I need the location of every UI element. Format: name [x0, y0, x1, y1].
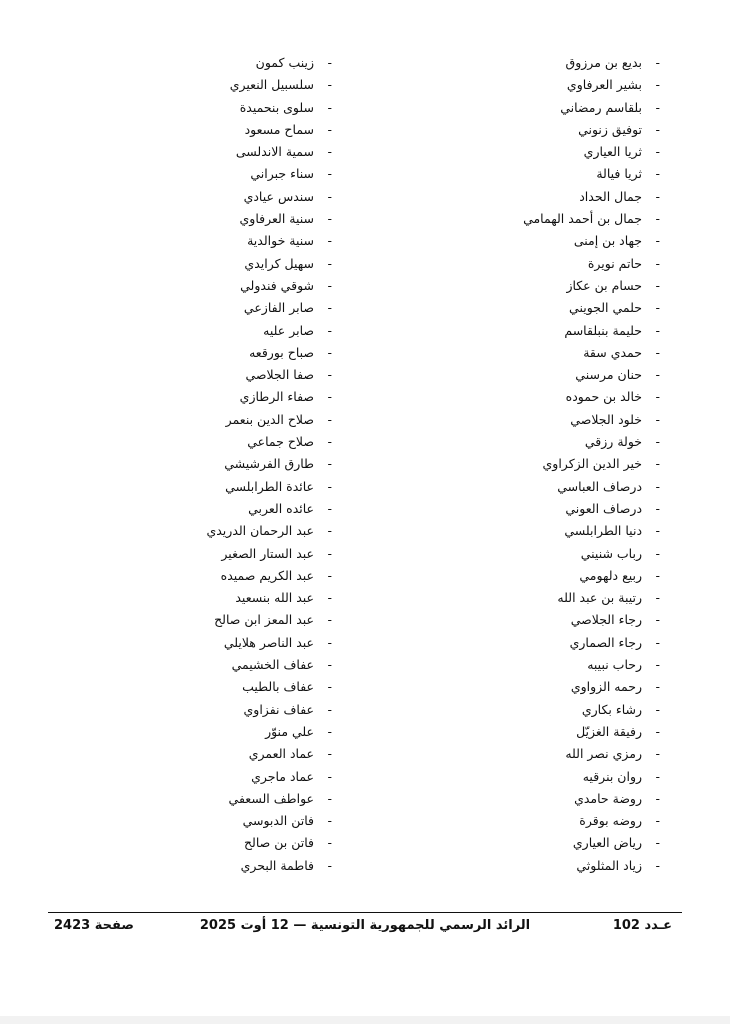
- person-name: عائده العربي: [248, 500, 315, 516]
- person-name: خولة رزقي: [584, 434, 643, 450]
- person-name: زياد المثلوثي: [576, 857, 643, 873]
- list-dash: -: [655, 233, 660, 249]
- name-list-item: [92, 52, 332, 74]
- name-list-item: [92, 253, 332, 275]
- list-dash: -: [327, 277, 332, 293]
- person-name: ربيع دلهومي: [579, 567, 643, 583]
- person-name: سناء جبراني: [250, 166, 315, 182]
- person-name: صفا الجلاصي: [245, 367, 315, 383]
- list-dash: -: [655, 211, 660, 227]
- list-dash: -: [327, 99, 332, 115]
- person-name: عماد العمري: [248, 746, 315, 762]
- list-dash: -: [655, 344, 660, 360]
- list-dash: -: [327, 813, 332, 829]
- list-dash: -: [327, 300, 332, 316]
- list-dash: -: [327, 657, 332, 673]
- list-dash: -: [327, 367, 332, 383]
- list-dash: -: [655, 188, 660, 204]
- list-dash: -: [655, 255, 660, 271]
- list-dash: -: [655, 456, 660, 472]
- list-dash: -: [655, 77, 660, 93]
- name-list-item: [92, 810, 332, 832]
- person-name: حاتم نويرة: [587, 255, 643, 271]
- list-dash: -: [327, 835, 332, 851]
- list-dash: -: [655, 523, 660, 539]
- person-name: سلوى بنحميدة: [239, 99, 315, 115]
- page-footer: [48, 918, 682, 940]
- list-dash: -: [327, 500, 332, 516]
- person-name: صباح بورقعه: [249, 344, 315, 360]
- list-dash: -: [327, 790, 332, 806]
- name-list-item: [92, 409, 332, 431]
- name-list-item: [92, 320, 332, 342]
- name-list-item: [92, 97, 332, 119]
- person-name: زينب كمون: [255, 55, 315, 70]
- list-dash: -: [655, 567, 660, 583]
- list-dash: -: [327, 166, 332, 182]
- person-name: عبد الستار الصغير: [221, 545, 315, 561]
- list-dash: -: [327, 55, 332, 70]
- person-name: عبد الكريم صميده: [220, 567, 315, 583]
- list-dash: -: [327, 679, 332, 695]
- list-dash: -: [655, 434, 660, 450]
- person-name: سمية الاندلسى: [235, 144, 315, 160]
- name-list-item: [430, 788, 660, 810]
- person-name: روضة حامدي: [574, 790, 643, 806]
- name-list-item: [92, 431, 332, 453]
- person-name: رحمه الزواوي: [570, 679, 643, 695]
- name-list-item: [92, 721, 332, 743]
- name-list-item: [430, 721, 660, 743]
- person-name: رجاء الجلاصي: [570, 612, 643, 628]
- name-list-item: [92, 364, 332, 386]
- person-name: سهيل كرايدي: [244, 255, 315, 271]
- list-dash: -: [655, 790, 660, 806]
- name-list-item: [430, 743, 660, 765]
- name-list-item: [430, 520, 660, 542]
- list-dash: -: [327, 634, 332, 650]
- person-name: علي منوّر: [265, 723, 315, 739]
- name-list-item: [430, 320, 660, 342]
- list-dash: -: [655, 55, 660, 70]
- list-dash: -: [655, 768, 660, 784]
- name-list-item: [430, 97, 660, 119]
- person-name: توفيق زنوني: [578, 121, 643, 137]
- list-dash: -: [327, 768, 332, 784]
- name-list-item: [92, 632, 332, 654]
- name-list-item: [430, 253, 660, 275]
- list-dash: -: [327, 188, 332, 204]
- person-name: خلود الجلاصي: [570, 411, 643, 427]
- list-dash: -: [327, 746, 332, 762]
- list-dash: -: [655, 389, 660, 405]
- person-name: طارق الفرشيشي: [224, 456, 315, 472]
- person-name: عبد الرحمان الدريدي: [206, 523, 315, 539]
- person-name: سندس عيادي: [243, 188, 315, 204]
- person-name: ثريا العياري: [583, 144, 643, 160]
- list-dash: -: [327, 590, 332, 606]
- name-list-item: [92, 699, 332, 721]
- list-dash: -: [655, 411, 660, 427]
- name-list-item: [92, 275, 332, 297]
- name-list-item: [92, 342, 332, 364]
- names-column-right: [430, 52, 660, 877]
- name-list-item: [430, 275, 660, 297]
- person-name: حسام بن عكاز: [566, 277, 643, 293]
- list-dash: -: [655, 300, 660, 316]
- person-name: ثريا فيالة: [596, 166, 643, 182]
- name-list-item: [430, 141, 660, 163]
- person-name: بديع بن مرزوق: [565, 55, 643, 70]
- person-name: صابر عليه: [263, 322, 315, 338]
- person-name: خير الدين الزكراوي: [542, 456, 643, 472]
- person-name: فاتن الدبوسي: [242, 813, 315, 829]
- name-list-item: [430, 654, 660, 676]
- list-dash: -: [655, 835, 660, 851]
- name-list-item: [92, 476, 332, 498]
- person-name: صفاء الرطازي: [239, 389, 315, 405]
- name-list-item: [430, 52, 660, 74]
- list-dash: -: [655, 277, 660, 293]
- list-dash: -: [655, 99, 660, 115]
- person-name: صلاح الدين بنعمر: [225, 411, 315, 427]
- list-dash: -: [327, 434, 332, 450]
- person-name: سنية خوالدية: [247, 233, 315, 249]
- list-dash: -: [327, 211, 332, 227]
- list-dash: -: [655, 322, 660, 338]
- list-dash: -: [655, 545, 660, 561]
- person-name: دنيا الطرابلسي: [564, 523, 643, 539]
- list-dash: -: [655, 144, 660, 160]
- person-name: درصاف العوني: [565, 500, 643, 516]
- person-name: عبد الناصر هلايلي: [223, 634, 315, 650]
- person-name: رشاء بكاري: [581, 701, 643, 717]
- name-list-item: [92, 498, 332, 520]
- name-list-item: [92, 230, 332, 252]
- name-list-item: [92, 141, 332, 163]
- person-name: حنان مرسني: [575, 367, 643, 383]
- person-name: رمزي نصر الله: [565, 746, 643, 762]
- name-list-item: [430, 119, 660, 141]
- name-list-item: [430, 766, 660, 788]
- list-dash: -: [655, 121, 660, 137]
- person-name: حمدي سقة: [583, 344, 643, 360]
- person-name: رحاب نبيبه: [587, 657, 643, 673]
- name-list-item: [430, 855, 660, 877]
- name-list-item: [430, 163, 660, 185]
- person-name: خالد بن حموده: [565, 389, 643, 405]
- person-name: حلمي الجويني: [569, 300, 643, 316]
- list-dash: -: [327, 723, 332, 739]
- list-dash: -: [327, 411, 332, 427]
- person-name: جمال بن أحمد الهمامي: [523, 211, 643, 227]
- list-dash: -: [327, 322, 332, 338]
- issue-number: عـدد 102: [612, 918, 672, 933]
- list-dash: -: [327, 77, 332, 93]
- scan-bottom-edge: [0, 1016, 730, 1024]
- name-list-item: [92, 855, 332, 877]
- list-dash: -: [327, 545, 332, 561]
- name-list-item: [430, 832, 660, 854]
- name-list-item: [92, 743, 332, 765]
- list-dash: -: [327, 389, 332, 405]
- name-list-item: [430, 498, 660, 520]
- person-name: رفيقة الغزيّل: [576, 723, 643, 739]
- person-name: عفاف بالطيب: [242, 679, 315, 695]
- name-list-item: [92, 565, 332, 587]
- name-list-item: [430, 699, 660, 721]
- journal-title-date: الرائد الرسمي للجمهورية التونسية — 12 أوت 2025: [199, 918, 531, 933]
- name-list-item: [430, 476, 660, 498]
- name-list-item: [430, 632, 660, 654]
- name-list-item: [430, 810, 660, 832]
- name-list-item: [430, 565, 660, 587]
- person-name: شوقي فندولي: [240, 277, 315, 293]
- person-name: روضه بوقرة: [579, 813, 643, 829]
- footer-divider: [48, 912, 682, 913]
- person-name: عواطف السعفي: [228, 790, 315, 806]
- list-dash: -: [655, 657, 660, 673]
- name-list-item: [92, 654, 332, 676]
- person-name: عماد ماجري: [251, 768, 315, 784]
- name-list-item: [430, 409, 660, 431]
- person-name: بلقاسم رمضاني: [560, 99, 643, 115]
- list-dash: -: [327, 523, 332, 539]
- name-list-item: [92, 453, 332, 475]
- list-dash: -: [327, 233, 332, 249]
- name-list-item: [430, 230, 660, 252]
- name-list-item: [92, 386, 332, 408]
- person-name: رتيبة بن عبد الله: [557, 590, 643, 606]
- name-list-item: [430, 386, 660, 408]
- list-dash: -: [655, 590, 660, 606]
- name-list-item: [92, 587, 332, 609]
- list-dash: -: [327, 456, 332, 472]
- name-list-item: [92, 208, 332, 230]
- list-dash: -: [327, 255, 332, 271]
- person-name: عبد المعز ابن صالح: [214, 612, 315, 628]
- name-list-item: [92, 74, 332, 96]
- person-name: صلاح جماعي: [247, 434, 315, 450]
- person-name: جهاد بن إمنى: [573, 233, 643, 249]
- person-name: بشير العرفاوي: [566, 77, 643, 93]
- list-dash: -: [655, 612, 660, 628]
- person-name: سنية العرفاوي: [239, 211, 315, 227]
- person-name: رياض العياري: [572, 835, 643, 851]
- name-list-item: [430, 74, 660, 96]
- list-dash: -: [327, 344, 332, 360]
- list-dash: -: [327, 857, 332, 873]
- person-name: روان بنرقيه: [582, 768, 643, 784]
- name-list-item: [430, 208, 660, 230]
- name-list-item: [430, 364, 660, 386]
- name-list-item: [430, 543, 660, 565]
- list-dash: -: [655, 634, 660, 650]
- name-list-item: [430, 609, 660, 631]
- list-dash: -: [327, 144, 332, 160]
- person-name: عفاف الخشيمي: [231, 657, 315, 673]
- list-dash: -: [655, 500, 660, 516]
- person-name: عفاف نفزاوي: [243, 701, 315, 717]
- person-name: عائدة الطرابلسي: [225, 478, 315, 494]
- page-number: صفحة 2423: [54, 918, 134, 933]
- person-name: سلسبيل النعيري: [229, 77, 315, 93]
- name-list-item: [92, 832, 332, 854]
- name-list-item: [430, 431, 660, 453]
- name-list-item: [92, 788, 332, 810]
- person-name: درصاف العباسي: [557, 478, 643, 494]
- list-dash: -: [655, 723, 660, 739]
- person-name: رباب شنيني: [580, 545, 643, 561]
- list-dash: -: [327, 701, 332, 717]
- list-dash: -: [655, 166, 660, 182]
- list-dash: -: [655, 813, 660, 829]
- name-list-item: [92, 119, 332, 141]
- name-list-item: [92, 766, 332, 788]
- name-list-item: [430, 297, 660, 319]
- list-dash: -: [327, 612, 332, 628]
- person-name: رجاء الصماري: [569, 634, 643, 650]
- list-dash: -: [327, 478, 332, 494]
- person-name: سماح مسعود: [244, 121, 315, 137]
- name-list-item: [92, 297, 332, 319]
- person-name: جمال الحداد: [579, 188, 643, 204]
- name-list-item: [92, 543, 332, 565]
- name-list-item: [430, 186, 660, 208]
- name-list-item: [430, 453, 660, 475]
- list-dash: -: [655, 746, 660, 762]
- name-list-item: [430, 342, 660, 364]
- names-column-left: [92, 52, 332, 877]
- name-list-item: [92, 609, 332, 631]
- list-dash: -: [655, 857, 660, 873]
- list-dash: -: [655, 367, 660, 383]
- person-name: عبد الله بنسعيد: [235, 590, 315, 606]
- name-list-item: [92, 676, 332, 698]
- name-list-item: [92, 163, 332, 185]
- person-name: فاتن بن صالح: [243, 835, 315, 851]
- person-name: حليمة بنبلقاسم: [564, 322, 643, 338]
- person-name: صابر الفازعي: [243, 300, 315, 316]
- name-list-item: [430, 587, 660, 609]
- name-list-item: [430, 676, 660, 698]
- list-dash: -: [655, 701, 660, 717]
- list-dash: -: [327, 121, 332, 137]
- person-name: فاطمة البحري: [240, 857, 315, 873]
- list-dash: -: [655, 679, 660, 695]
- list-dash: -: [327, 567, 332, 583]
- name-list-item: [92, 520, 332, 542]
- name-list-item: [92, 186, 332, 208]
- list-dash: -: [655, 478, 660, 494]
